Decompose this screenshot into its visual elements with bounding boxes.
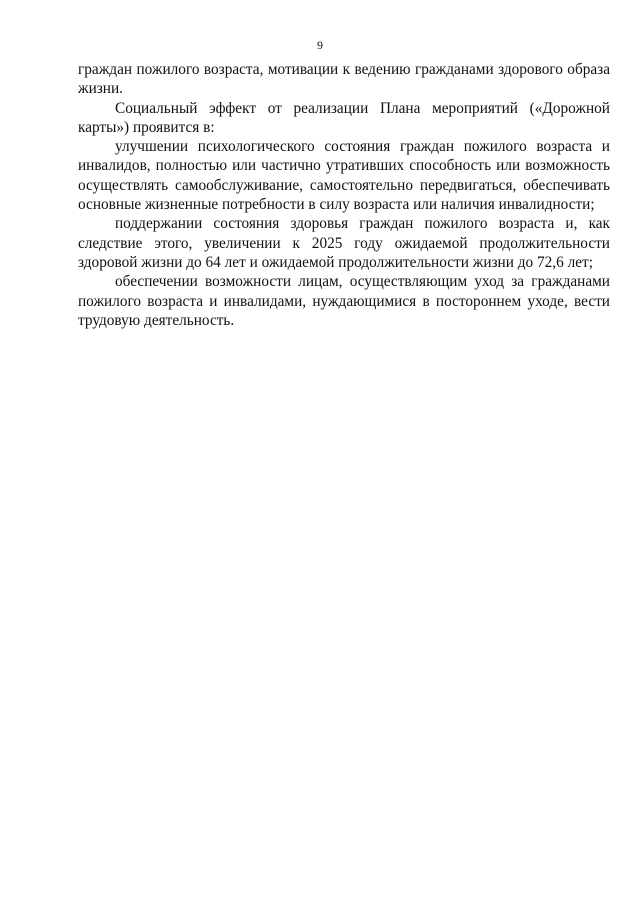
document-body	[78, 60, 610, 330]
paragraph-psychological-state: улучшении психологического состояния граждан пожилого возраста и инвалидов, полностью или частично утративших способность или возможность осуществлять самообслуживание, самостоятельно передвигаться, обеспечивать основные жизненные потребности в силу возраста или наличия инвалидности;	[78, 138, 610, 214]
paragraph-health-maintenance: поддержании состояния здоровья граждан пожилого возраста и, как следствие этого, увеличении к 2025 году ожидаемой продолжительности здоровой жизни до 64 лет и ожидаемой продолжительности жизни до 72,6 лет;	[78, 215, 610, 271]
paragraph-continuation: граждан пожилого возраста, мотивации к ведению гражданами здорового образа жизни.	[78, 61, 610, 98]
paragraph-caregiver-employment: обеспечении возможности лицам, осуществляющим уход за гражданами пожилого возраста и инвалидами, нуждающимися в постороннем уходе, вести трудовую деятельность.	[78, 273, 610, 329]
page-number: 9	[317, 38, 323, 52]
paragraph-social-effect: Социальный эффект от реализации Плана мероприятий («Дорожной карты») проявится в:	[78, 99, 610, 136]
